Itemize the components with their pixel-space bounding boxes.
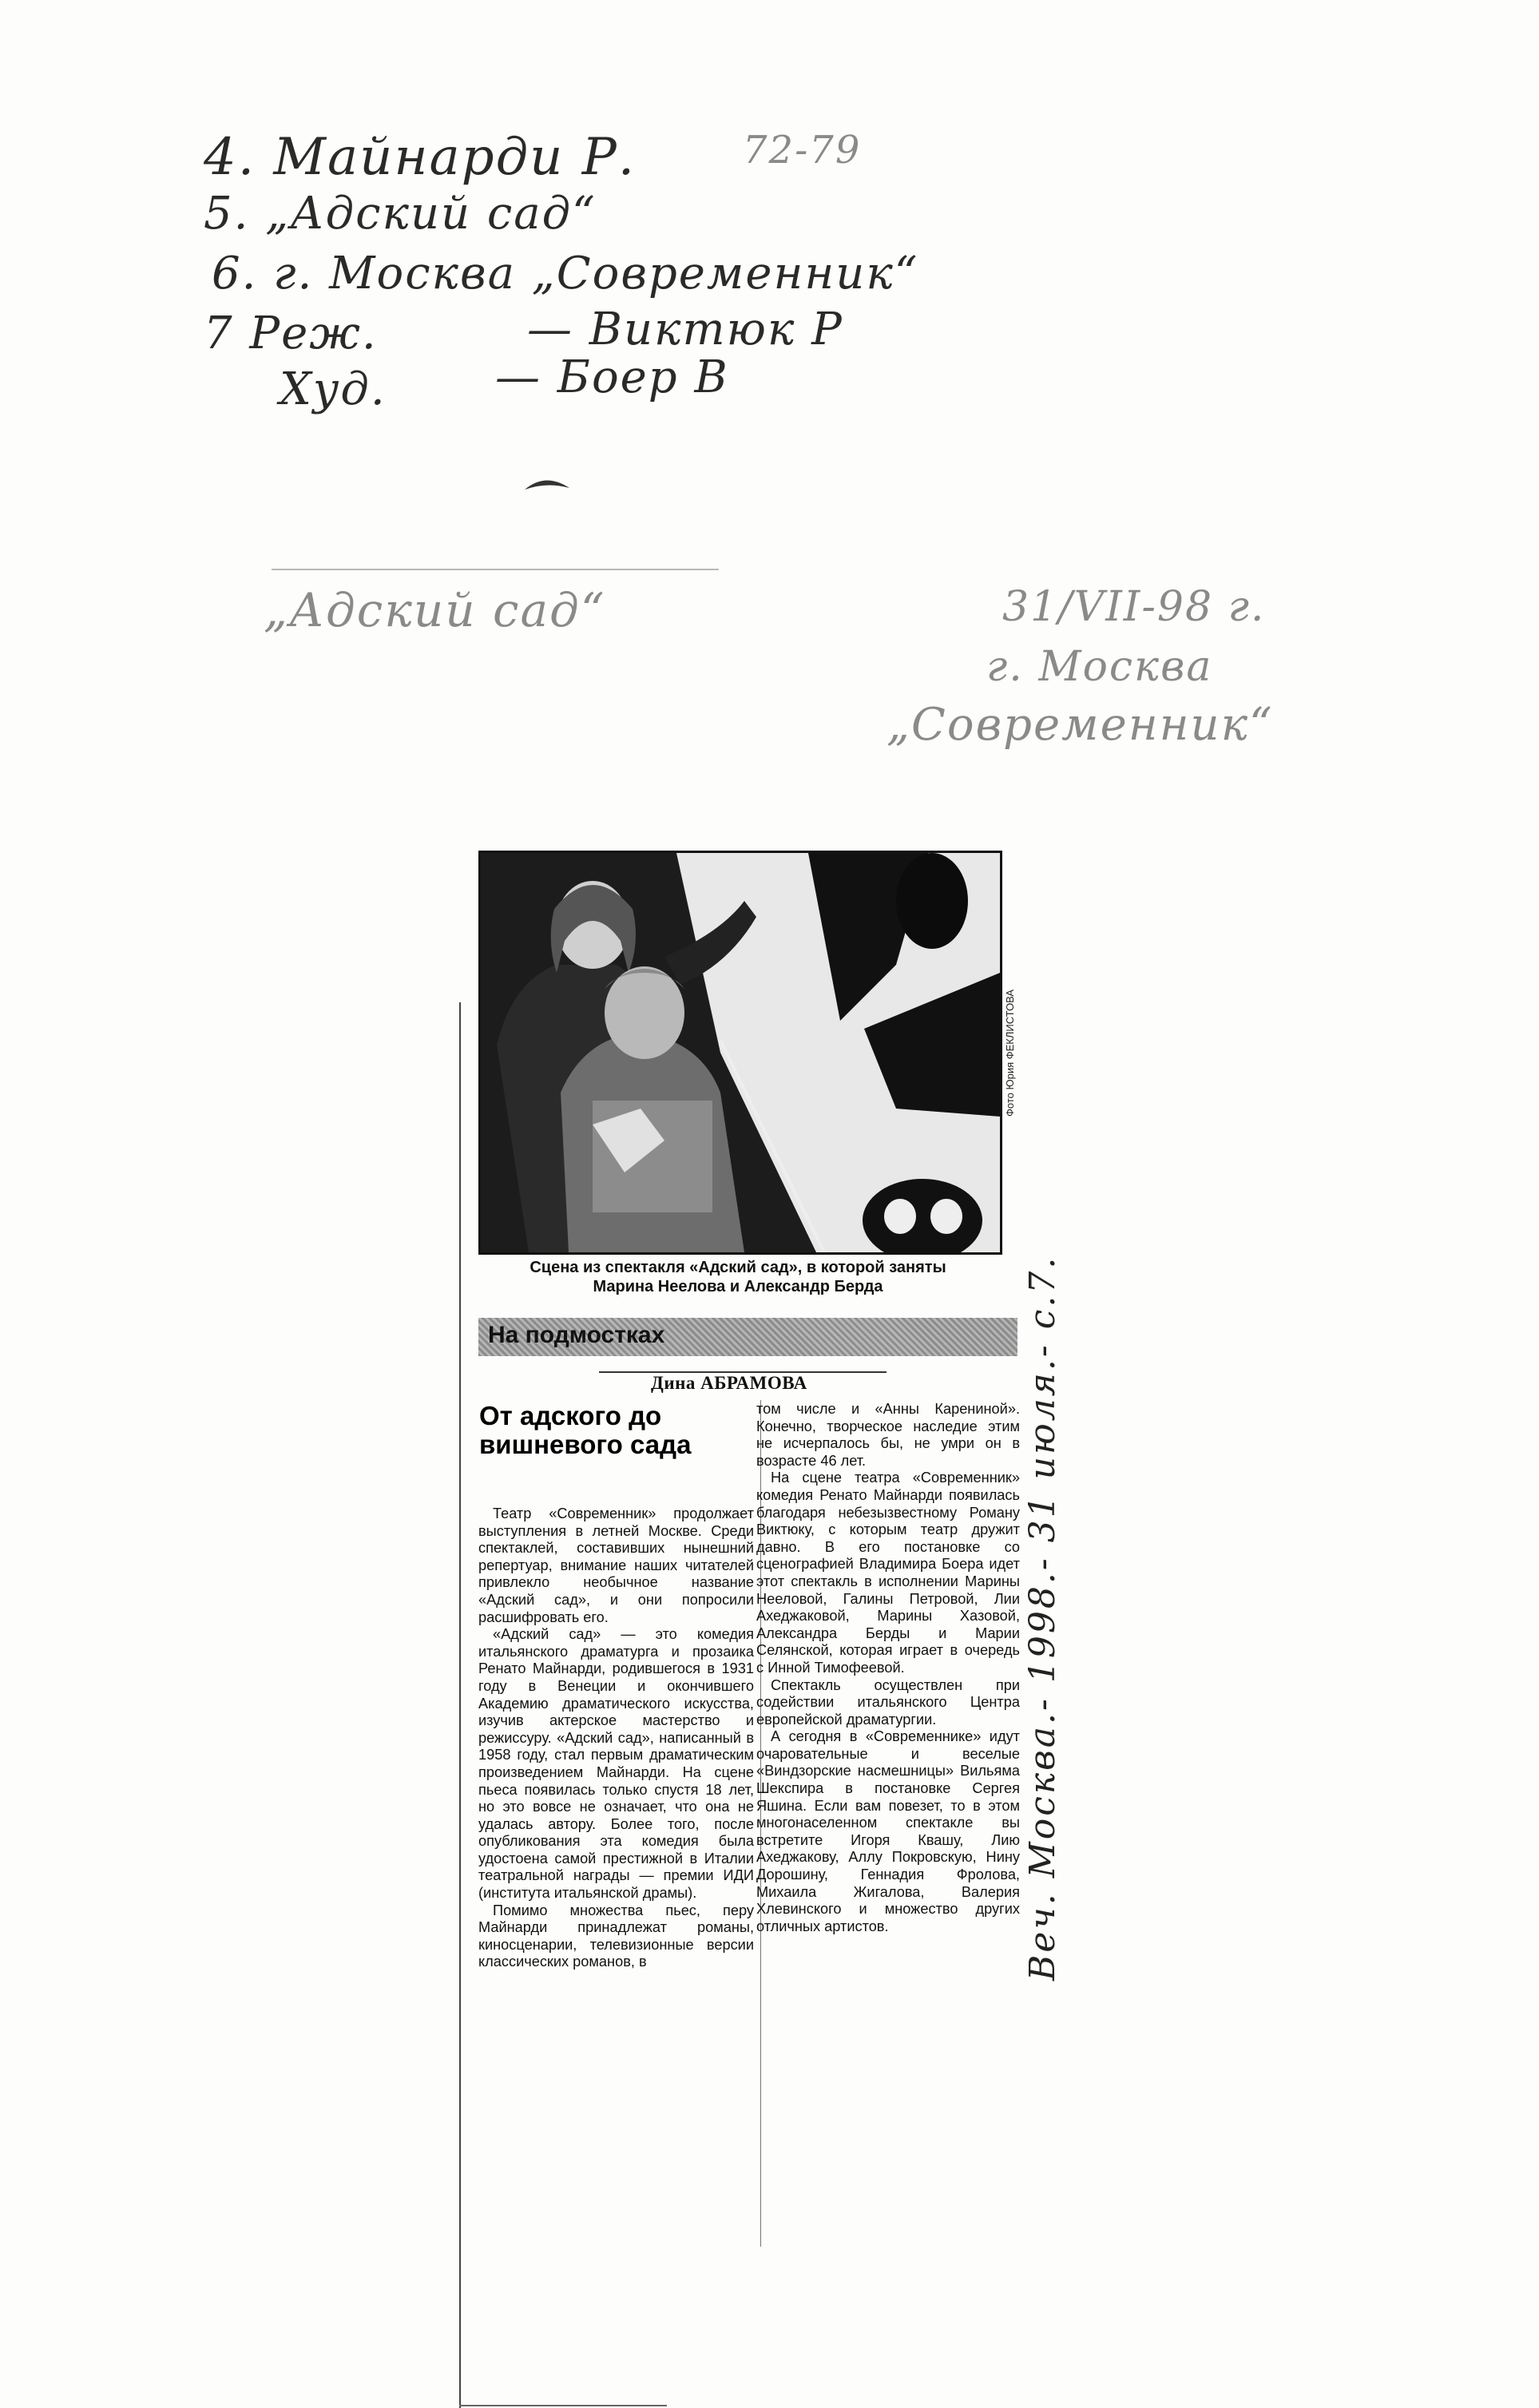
clip-bottom-rule — [459, 2405, 667, 2406]
source-citation-note: Веч. Москва.- 1998.- 31 июля.- с.7. — [1022, 1255, 1063, 1981]
article-headline: От адского до вишневого сада — [479, 1401, 692, 1459]
note-clip-title: „Адский сад“ — [264, 583, 606, 637]
note-director-value: — Виктюк Р — [527, 303, 843, 355]
stage-photo — [478, 851, 1002, 1255]
caption-line-1: Сцена из спектакля «Адский сад», в которой заняты — [530, 1259, 946, 1276]
note-clip-city: г. Москва — [986, 643, 1213, 691]
article-author: Дина АБРАМОВА — [651, 1373, 807, 1393]
article-column-2 — [756, 1401, 1020, 1935]
photo-caption — [478, 1258, 998, 1296]
article-paragraph: том числе и «Анны Карениной». Конечно, творческое наследие этим не исчерпалось бы, не умри он в возрасте 46 лет. — [756, 1401, 1020, 1469]
article-paragraph: Театр «Современник» продолжает выступления в летней Москве. Среди спектаклей, составивших нынешний репертуар, внимание наших читателей привлекло необычное название «Адский сад», и они попросили расшифровать его. — [478, 1505, 754, 1625]
caption-line-2: Марина Неелова и Александр Берда — [593, 1278, 883, 1295]
note-page-code: 72-79 — [743, 128, 862, 173]
stage-photo-image — [481, 853, 1000, 1252]
separator-line — [272, 569, 719, 570]
rubric-title: На подмостках — [488, 1322, 665, 1348]
article-paragraph: «Адский сад» — это комедия итальянского драматурга и прозаика Ренато Майнарди, родившегося в 1931 году в Венеции и окончившего Академию драматического искусства, изучив актерское мастерство и режиссуру. «Адский сад», написанный в 1958 году, стал первым драматическим произведением Майнарди. На сцене пьеса появилась только спустя 18 лет, но это вовсе не означает, что она не удалась автору. Более того, после опубликования эта комедия была удостоена самой престижной в Италии театральной награды — премии ИДИ (института итальянской драмы). — [478, 1626, 754, 1902]
article-column-1 — [478, 1505, 754, 1971]
note-director-label: 7 Реж. — [204, 307, 378, 359]
rubric-banner — [478, 1318, 1017, 1356]
note-artist-label: Худ. — [280, 363, 387, 415]
ink-blot — [523, 475, 571, 493]
note-clip-theatre: „Современник“ — [887, 699, 1274, 751]
note-author: 4. Майнарди Р. — [204, 128, 637, 187]
note-title: 5. „Адский сад“ — [204, 188, 597, 240]
photo-credit: Фото Юрия ФЕКЛИСТОВА — [1004, 989, 1016, 1117]
note-city-theatre: 6. г. Москва „Современник“ — [212, 248, 919, 300]
article-paragraph: А сегодня в «Современнике» идут очаровательные и веселые «Виндзорские насмешницы» Вильяма Шекспира в постановке Сергея Яшина. Если вам повезет, то в этом многонаселенном спектакле вы встретите Игоря Квашу, Лию Ахеджакову, Аллу Покровскую, Нину Дорошину, Геннадия Фролова, Михаила Жигалова, Валерия Хлевинского и множество других отличных артистов. — [756, 1728, 1020, 1934]
note-clip-date: 31/VII-98 г. — [1002, 583, 1266, 631]
newspaper-clipping — [459, 851, 1082, 2408]
note-artist-value: — Боер В — [495, 351, 729, 403]
article-paragraph: На сцене театра «Современник» комедия Ренато Майнарди появилась благодаря небезызвестному Роману Виктюку, с которым театр дружит давно. В его постановке со сценографией Владимира Боера идет этот спектакль в исполнении Марины Нееловой, Галины Петровой, Лии Ахеджаковой, Марины Хазовой, Александра Берды и Марии Селянской, которая играет в очередь с Инной Тимофеевой. — [756, 1470, 1020, 1676]
article-paragraph: Спектакль осуществлен при содействии итальянского Центра европейской драматургии. — [756, 1676, 1020, 1728]
clip-edge-rule — [459, 1002, 461, 2408]
article-paragraph: Помимо множества пьес, перу Майнарди принадлежат романы, киносценарии, телевизионные версии классических романов, в — [478, 1902, 754, 1970]
